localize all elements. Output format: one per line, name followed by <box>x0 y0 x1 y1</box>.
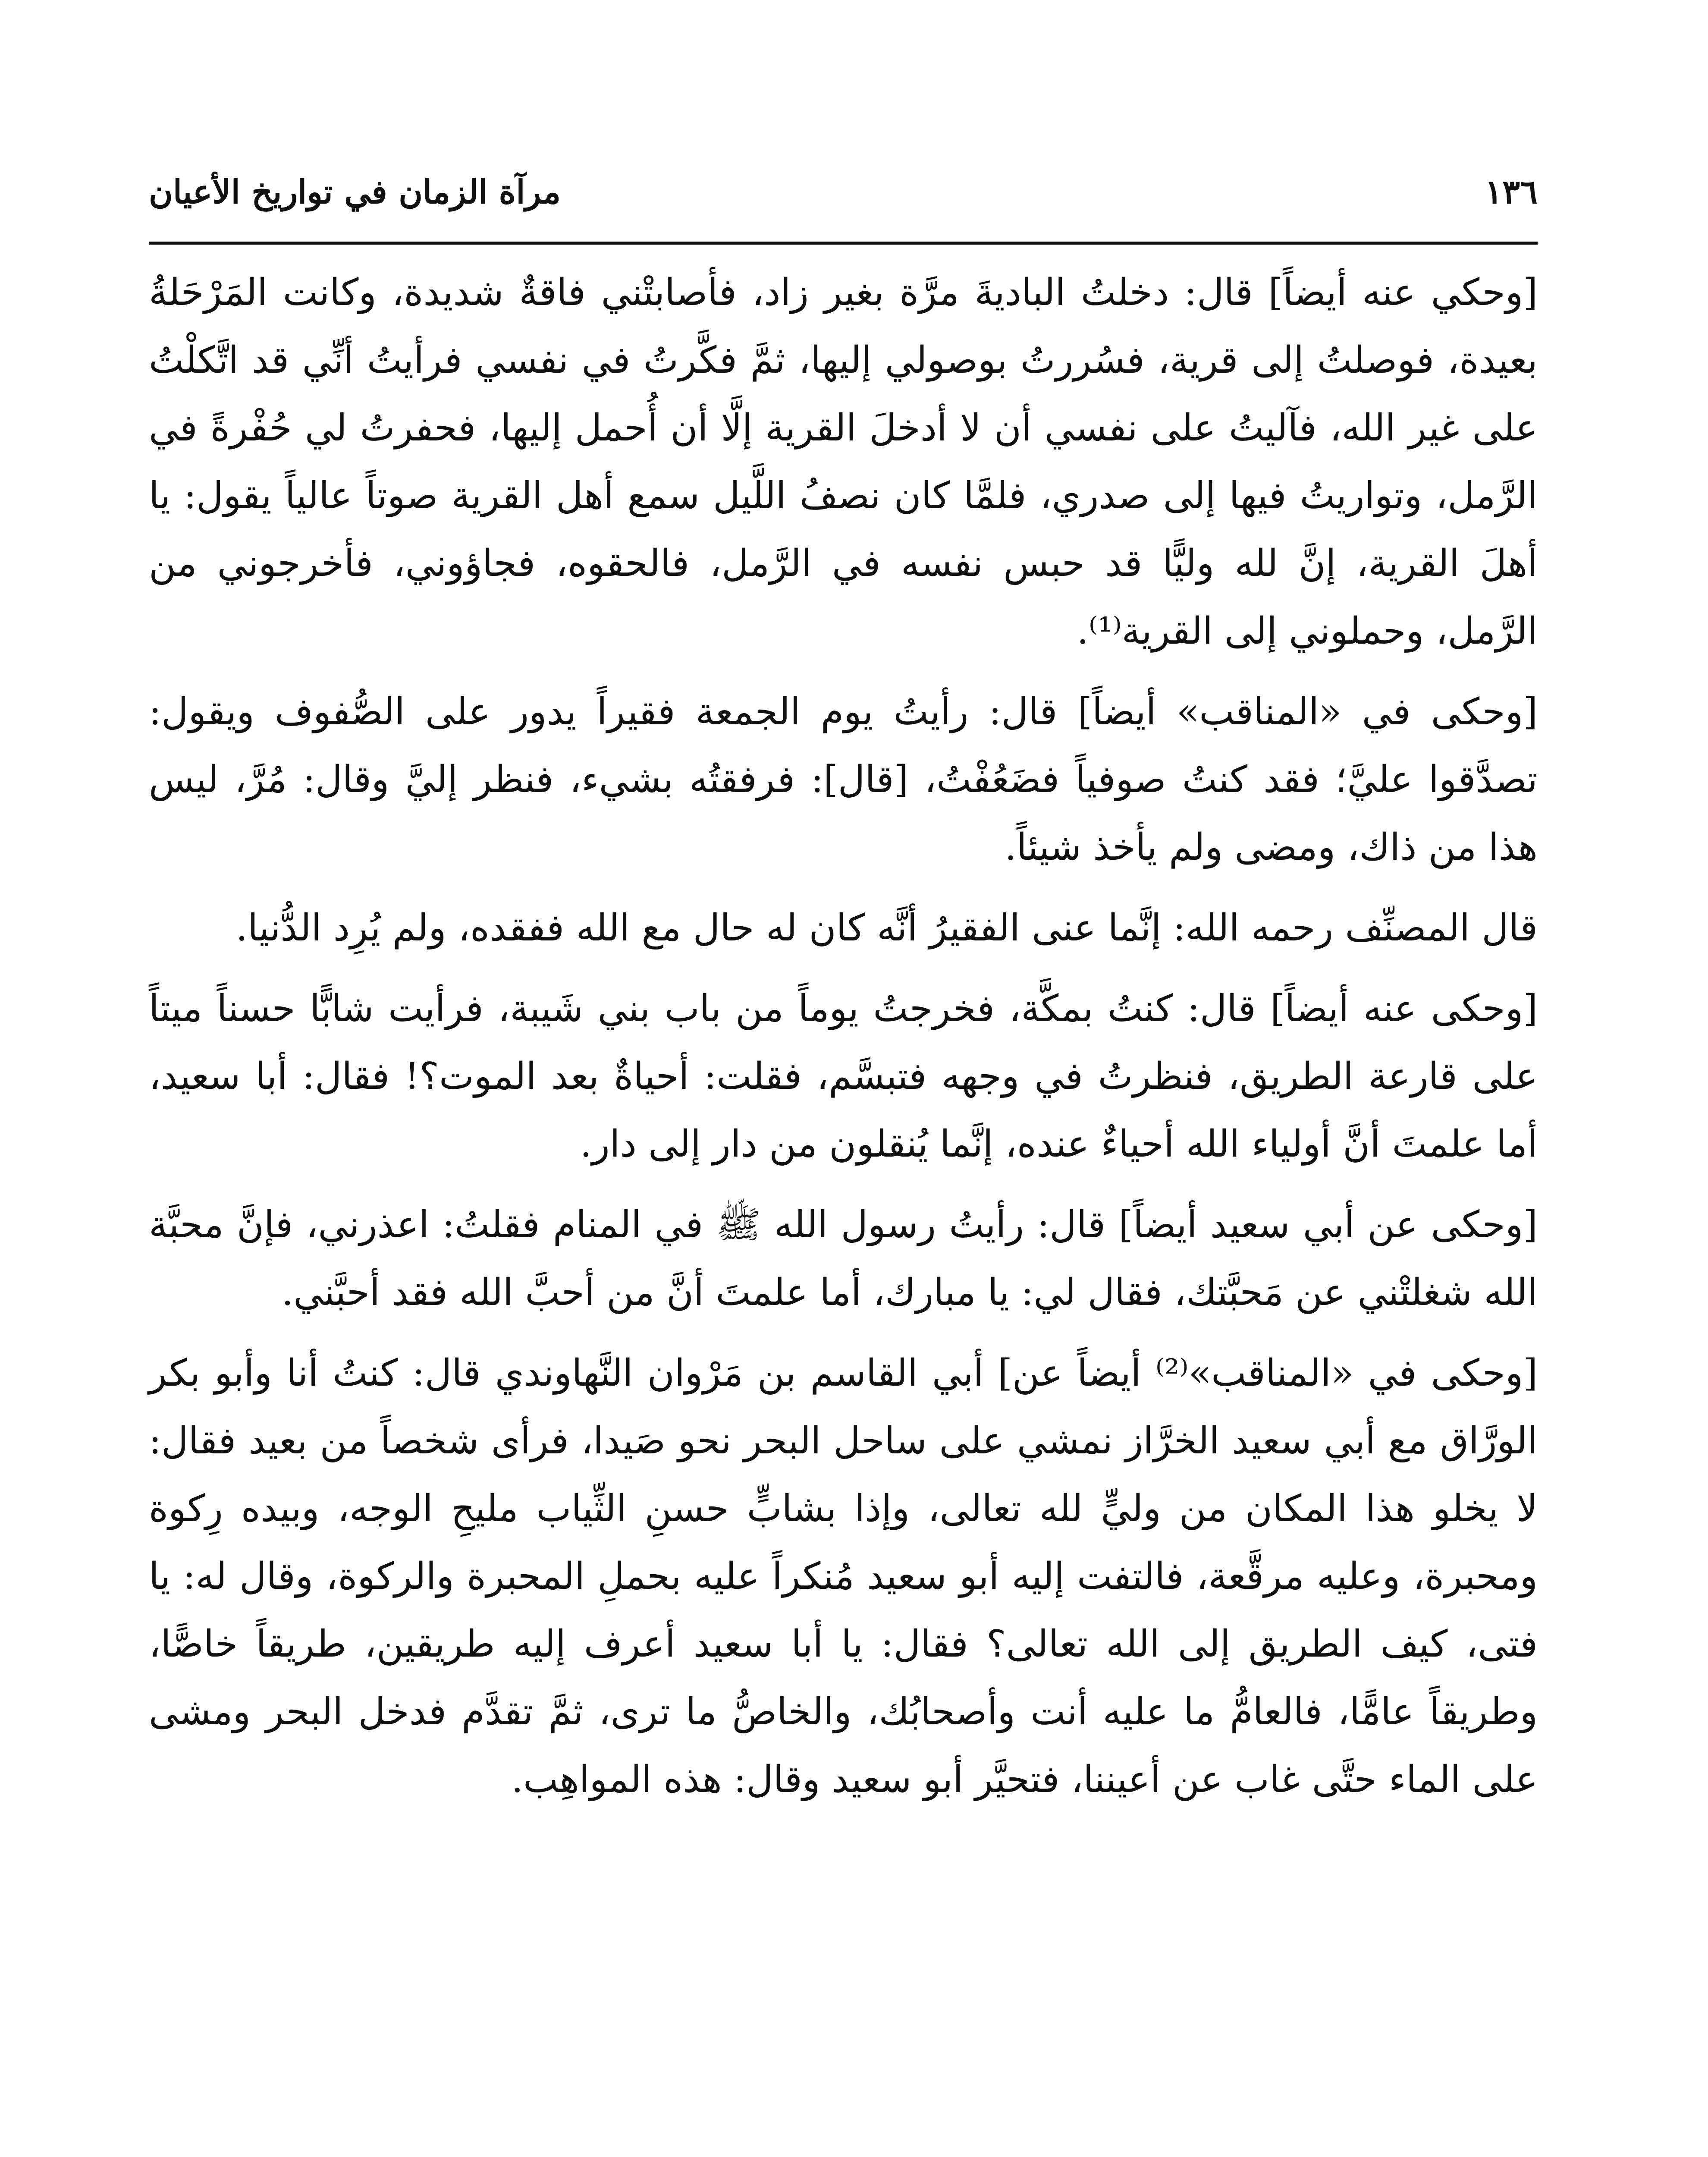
paragraph: [وحكى عن أبي سعيد أيضاً] قال: رأيتُ رسول الله ﷺ في المنام فقلتُ: اعذرني، فإنَّ محبَّة الله شغلتْني عن مَحبَّتك، فقال لي: يا مبارك، أما علمتَ أنَّ من أحبَّ الله فقد أحبَّني. <box>149 1203 1538 1314</box>
paragraph: [وحكى في «المناقب» أيضاً] قال: رأيتُ يوم الجمعة فقيراً يدور على الصُّفوف ويقول: تصدَّقوا عليَّ؛ فقد كنتُ صوفياً فضَعُفْتُ، [قال]: فرفقتُه بشيء، فنظر إليَّ وقال: مُرَّ، ليس هذا من ذاك، ومضى ولم يأخذ شيئاً. <box>149 690 1538 869</box>
main-text <box>149 259 1538 1827</box>
paragraph: [وحكى في «المناقب»⁽²⁾ أيضاً عن] أبي القاسم بن مَرْوان النَّهاوندي قال: كنتُ أنا وأبو بكر الورَّاق مع أبي سعيد الخرَّاز نمشي على ساحل البحر نحو صَيدا، فرأى شخصاً من بعيد فقال: لا يخلو هذا المكان من وليٍّ لله تعالى، وإذا بشابٍّ حسنِ الثِّياب مليحِ الوجه، وبيده رِكوة ومحبرة، وعليه مرقَّعة، فالتفت إليه أبو سعيد مُنكراً عليه بحملِ المحبرة والركوة، وقال له: يا فتى، كيف الطريق إلى الله تعالى؟ فقال: يا أبا سعيد أعرف إليه طريقين، طريقاً خاصًّا، وطريقاً عامًّا، فالعامُّ ما عليه أنت وأصحابُك، والخاصُّ ما ترى، ثمَّ تقدَّم فدخل البحر ومشى على الماء حتَّى غاب عن أعيننا، فتحيَّر أبو سعيد وقال: هذه المواهِب. <box>149 1352 1538 1801</box>
paragraph: قال المصنِّف رحمه الله: إنَّما عنى الفقيرُ أنَّه كان له حال مع الله ففقده، ولم يُرِد الدُّنيا. <box>235 906 1538 950</box>
header-rule <box>149 242 1538 245</box>
running-title: مرآة الزمان في تواريخ الأعيان <box>149 173 561 211</box>
paragraph: [وحكي عنه أيضاً] قال: دخلتُ الباديةَ مرَّة بغير زاد، فأصابتْني فاقةٌ شديدة، وكانت المَرْحَلةُ بعيدة، فوصلتُ إلى قرية، فسُررتُ بوصولي إليها، ثمَّ فكَّرتُ في نفسي فرأيتُ أنِّي قد اتَّكلْتُ على غير الله، فآليتُ على نفسي أن لا أدخلَ القرية إلَّا أن أُحمل إليها، فحفرتُ لي حُفْرةً في الرَّمل، وتواريتُ فيها إلى صدري، فلمَّا كان نصفُ اللَّيل سمع أهل القرية صوتاً عالياً يقول: يا أهلَ القرية، إنَّ لله وليًّا قد حبس نفسه في الرَّمل، فالحقوه، فجاؤوني، فأخرجوني من الرَّمل، وحملوني إلى القرية⁽¹⁾. <box>149 271 1538 653</box>
page-number: ١٣٦ <box>1485 173 1538 211</box>
page-header <box>149 168 1538 233</box>
paragraph: [وحكى عنه أيضاً] قال: كنتُ بمكَّة، فخرجتُ يوماً من باب بني شَيبة، فرأيت شابًّا حسناً ميتاً على قارعة الطريق، فنظرتُ في وجهه فتبسَّم، فقلت: أحياةٌ بعد الموت؟! فقال: أبا سعيد، أما علمتَ أنَّ أولياء الله أحياءٌ عنده، إنَّما يُنقلون من دار إلى دار. <box>149 987 1538 1166</box>
